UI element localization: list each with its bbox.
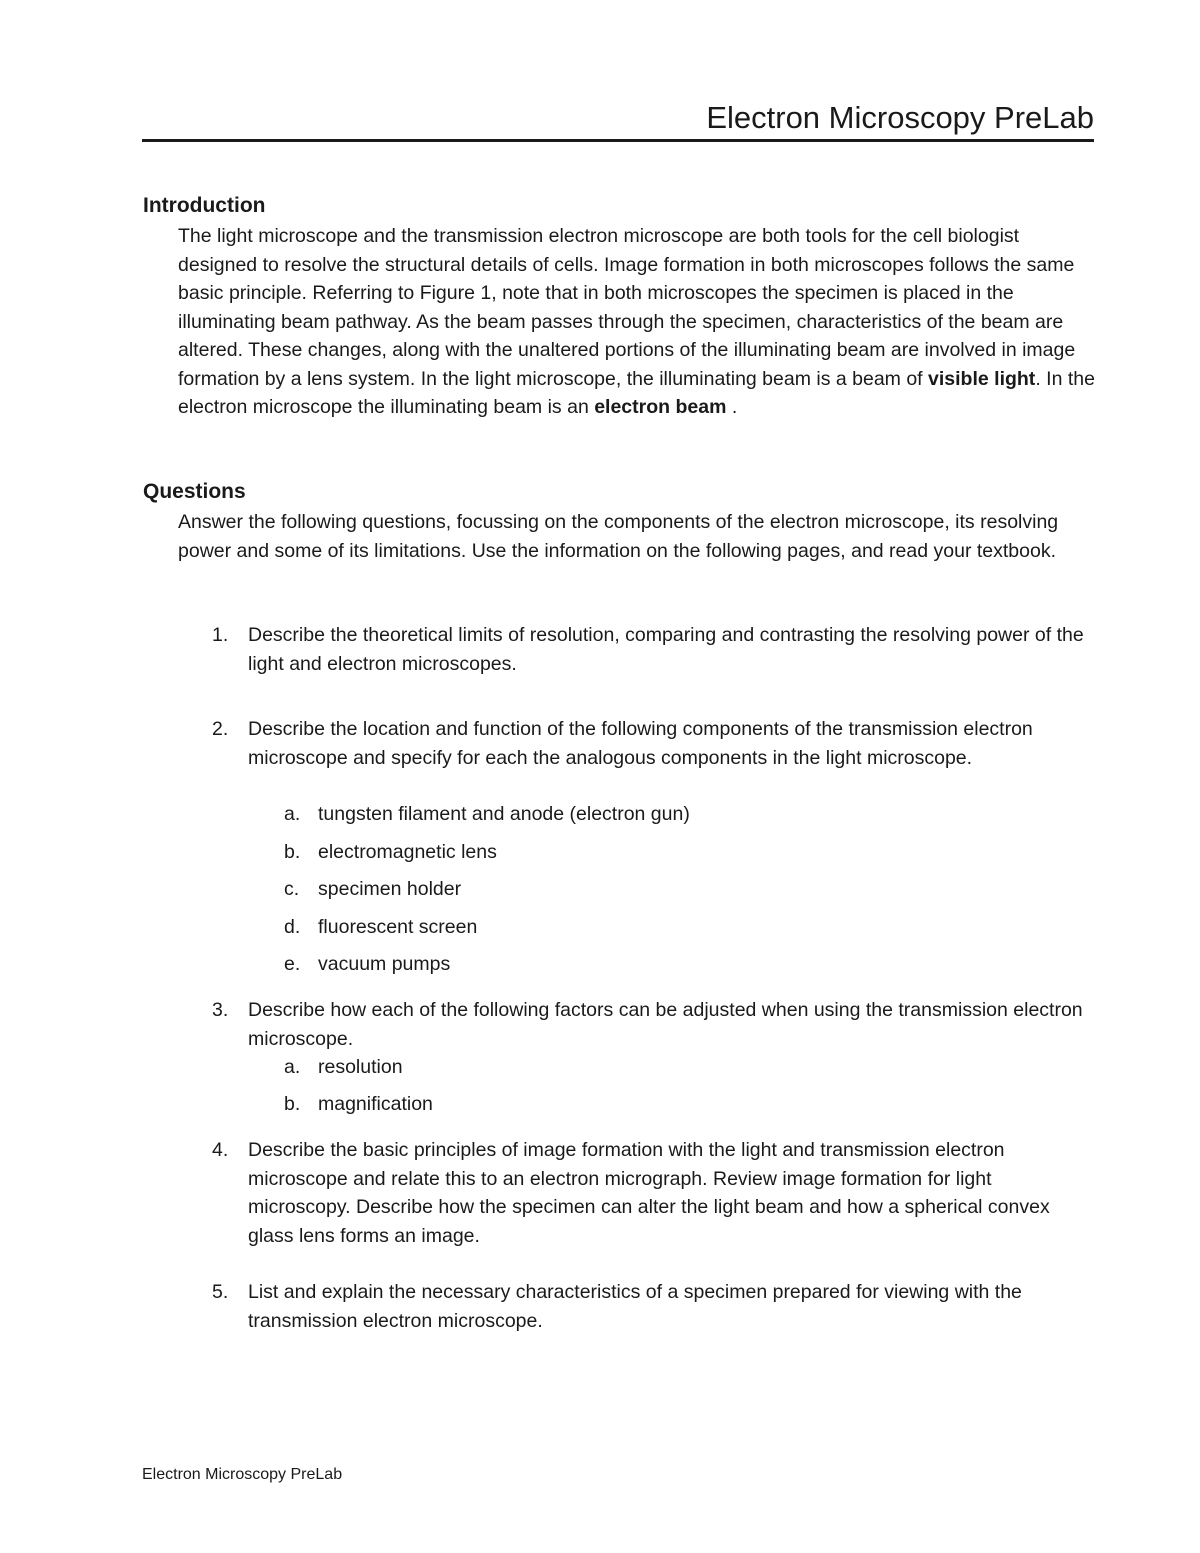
subitem-letter: b.: [284, 841, 301, 863]
subitem-text: fluorescent screen: [318, 916, 478, 938]
subitem-text: resolution: [318, 1056, 403, 1078]
page-footer: Electron Microscopy PreLab: [142, 1466, 343, 1483]
question-item-1: [178, 621, 1098, 678]
question-text: Describe the basic principles of image formation with the light and transmission electron microscope and relate this to an electron micrograph. Review image formation for light microscopy. Describe how the specimen can alter the light beam and how a spherical convex glass lens forms an image.: [248, 1139, 1050, 1247]
questions-heading: Questions: [143, 480, 246, 503]
question-number: 4.: [212, 1139, 229, 1161]
question-number: 3.: [212, 999, 229, 1021]
subitem-letter: d.: [284, 916, 301, 938]
subitem-letter: b.: [284, 1093, 301, 1115]
subitem-letter: c.: [284, 878, 300, 900]
subitem-letter: a.: [284, 803, 301, 825]
header-divider: [142, 139, 1094, 142]
subitem-text: specimen holder: [318, 878, 462, 900]
page-header-title: Electron Microscopy PreLab: [706, 100, 1094, 135]
subitem-text: vacuum pumps: [318, 953, 451, 975]
question-item-4: [178, 1136, 1098, 1250]
question-number: 2.: [212, 718, 229, 740]
question-item-3: [178, 996, 1098, 1053]
subitem-text: tungsten filament and anode (electron gun): [318, 803, 690, 825]
subitem-d: [284, 913, 477, 942]
question-text: Describe the theoretical limits of resolution, comparing and contrasting the resolving power of the light and electron microscopes.: [248, 624, 1084, 675]
subitem-a: [284, 800, 690, 829]
question-item-2: [178, 715, 1098, 772]
question-text: Describe how each of the following factors can be adjusted when using the transmission electron microscope.: [248, 999, 1083, 1050]
subitem-letter: a.: [284, 1056, 301, 1078]
question-number: 5.: [212, 1281, 229, 1303]
question-number: 1.: [212, 624, 229, 646]
subitem-text: magnification: [318, 1093, 433, 1115]
subitem-c: [284, 875, 461, 904]
subitem-letter: e.: [284, 953, 301, 975]
subitem-text: electromagnetic lens: [318, 841, 497, 863]
question-item-5: [178, 1278, 1098, 1335]
questions-intro-paragraph: Answer the following questions, focussing on the components of the electron microscope, its resolving power and some of its limitations. Use the information on the following pages, and read your textbook.: [178, 511, 1059, 562]
subitem-a: [284, 1053, 403, 1082]
introduction-paragraph: [178, 222, 1098, 422]
intro-text-1: The light microscope and the transmission electron microscope are both tools for the cell biologist designed to resolve the structural details of cells. Image formation in both microscopes follows the same basic principle. Referring to Figure 1, note that in both microscopes the specimen is placed in the illuminating beam pathway. As the beam passes through the specimen, characteristics of the beam are altered. These changes, along with the unaltered portions of the illuminating beam are involved in image formation by a lens system. In the light microscope, the illuminating beam is a beam of: [178, 225, 1076, 390]
subitem-e: [284, 950, 450, 979]
subitem-b: [284, 838, 497, 867]
intro-bold-visible-light: visible light: [928, 367, 1036, 390]
intro-bold-electron-beam: electron beam: [594, 396, 727, 418]
intro-text-3: .: [726, 396, 738, 418]
question-text: Describe the location and function of the following components of the transmission electron microscope and specify for each the analogous components in the light microscope.: [248, 718, 1033, 769]
intro-text-2: . In the electron microscope the illuminating beam is an: [178, 367, 1095, 418]
question-text: List and explain the necessary characteristics of a specimen prepared for viewing with the transmission electron microscope.: [248, 1281, 1022, 1332]
introduction-heading: Introduction: [143, 194, 266, 217]
subitem-b: [284, 1090, 433, 1119]
